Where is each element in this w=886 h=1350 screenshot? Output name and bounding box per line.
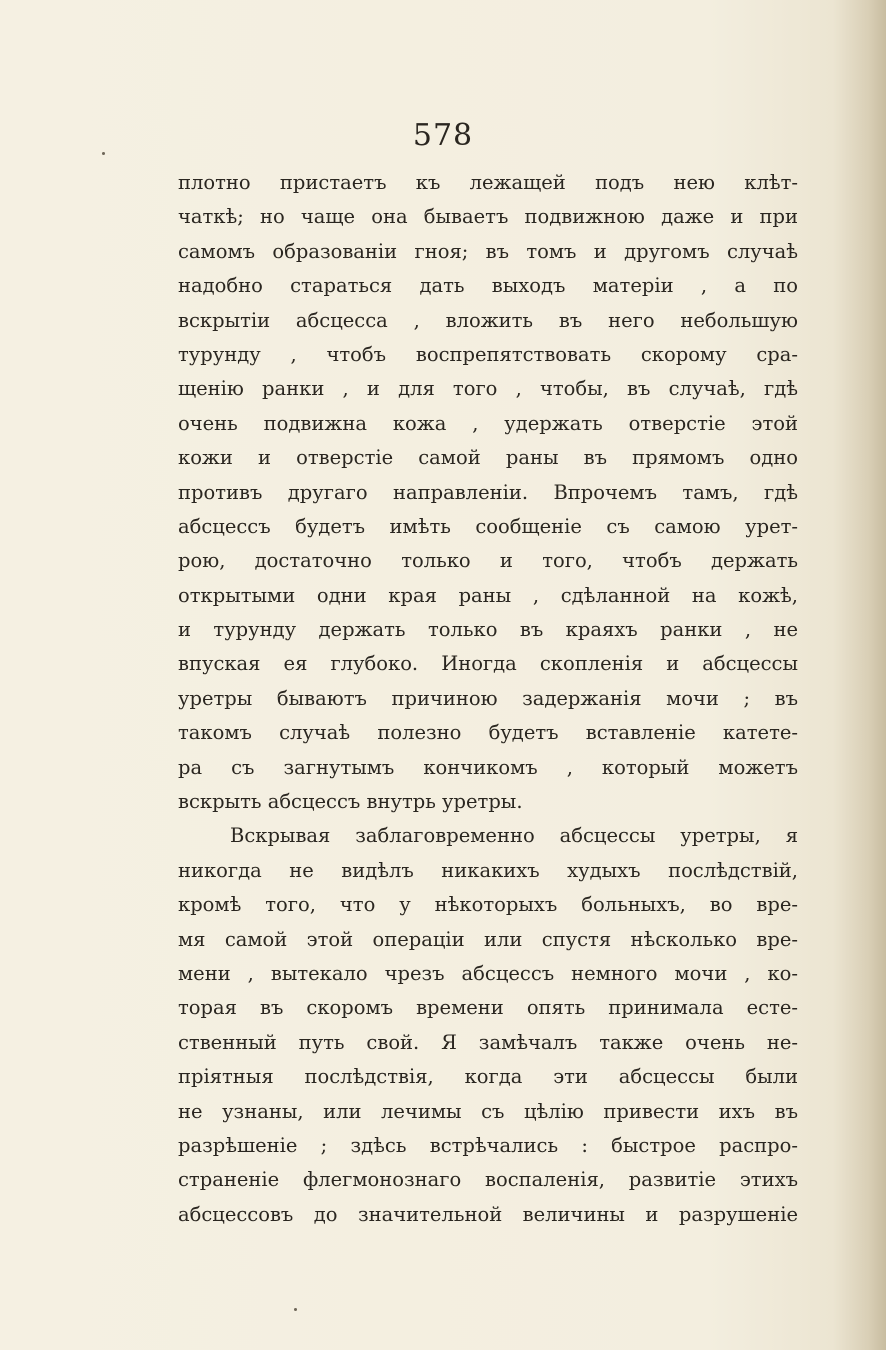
text-line: страненіе флегмонознаго воспаленія, развитіе этихъ [178,1168,798,1192]
text-line: самомъ образованіи гноя; въ томъ и другомъ случаѣ [178,239,798,263]
text-line: ственный путь свой. Я замѣчалъ также очень не- [178,1030,798,1054]
paper-speck [102,152,105,155]
text-line: пріятныя послѣдствія, когда эти абсцессы были [178,1065,798,1089]
text-line: абсцессовъ до значительной величины и разрушеніе [178,1202,798,1226]
text-line: щенію ранки , и для того , чтобы, въ случаѣ, гдѣ [178,377,798,401]
text-line: чаткѣ; но чаще она бываетъ подвижною даже и при [178,205,798,229]
text-line: разрѣшеніе ; здѣсь встрѣчались : быстрое распро- [178,1133,798,1157]
text-line: вскрытіи абсцесса , вложить въ него небольшую [178,308,798,332]
text-line: абсцессъ будетъ имѣть сообщеніе съ самою урет- [178,514,798,538]
paragraph-start-line: Вскрывая заблаговременно абсцессы уретры, я [230,824,798,848]
text-line: не узнаны, или лечимы съ цѣлію привести ихъ въ [178,1099,798,1123]
text-line: такомъ случаѣ полезно будетъ вставленіе катете- [178,721,798,745]
text-line: открытыми одни края раны , сдѣланной на кожѣ, [178,583,798,607]
text-line: противъ другаго направленіи. Впрочемъ тамъ, гдѣ [178,480,798,504]
page-number: 578 [412,118,474,153]
text-line: никогда не видѣлъ никакихъ худыхъ послѣдствій, [178,858,798,882]
text-line: кожи и отверстіе самой раны въ прямомъ одно [178,446,798,470]
text-line: рою, достаточно только и того, чтобъ держать [178,549,798,573]
text-line: очень подвижна кожа , удержать отверстіе этой [178,411,798,435]
text-line: кромѣ того, что у нѣкоторыхъ больныхъ, во вре- [178,893,798,917]
text-line: мени , вытекало чрезъ абсцессъ немного мочи , ко- [178,961,798,985]
text-line: впуская ея глубоко. Иногда скопленія и абсцессы [178,652,798,676]
text-line: надобно стараться дать выходъ матеріи , а по [178,274,798,298]
text-line: и турунду держать только въ краяхъ ранки , не [178,618,798,642]
text-line: мя самой этой операціи или спустя нѣсколько вре- [178,927,798,951]
text-line: уретры бываютъ причиною задержанія мочи ; въ [178,686,798,710]
paper-speck [294,1308,297,1311]
body-text [178,166,798,1232]
text-line: плотно пристаетъ къ лежащей подъ нею клѣт- [178,171,798,194]
text-line: ра съ загнутымъ кончикомъ , который можетъ [178,755,798,779]
paragraph-end-line: вскрыть абсцессъ внутрь уретры. [178,790,523,814]
text-line: турунду , чтобъ воспрепятствовать скорому сра- [178,342,798,366]
text-line: торая въ скоромъ времени опять принимала есте- [178,996,798,1020]
